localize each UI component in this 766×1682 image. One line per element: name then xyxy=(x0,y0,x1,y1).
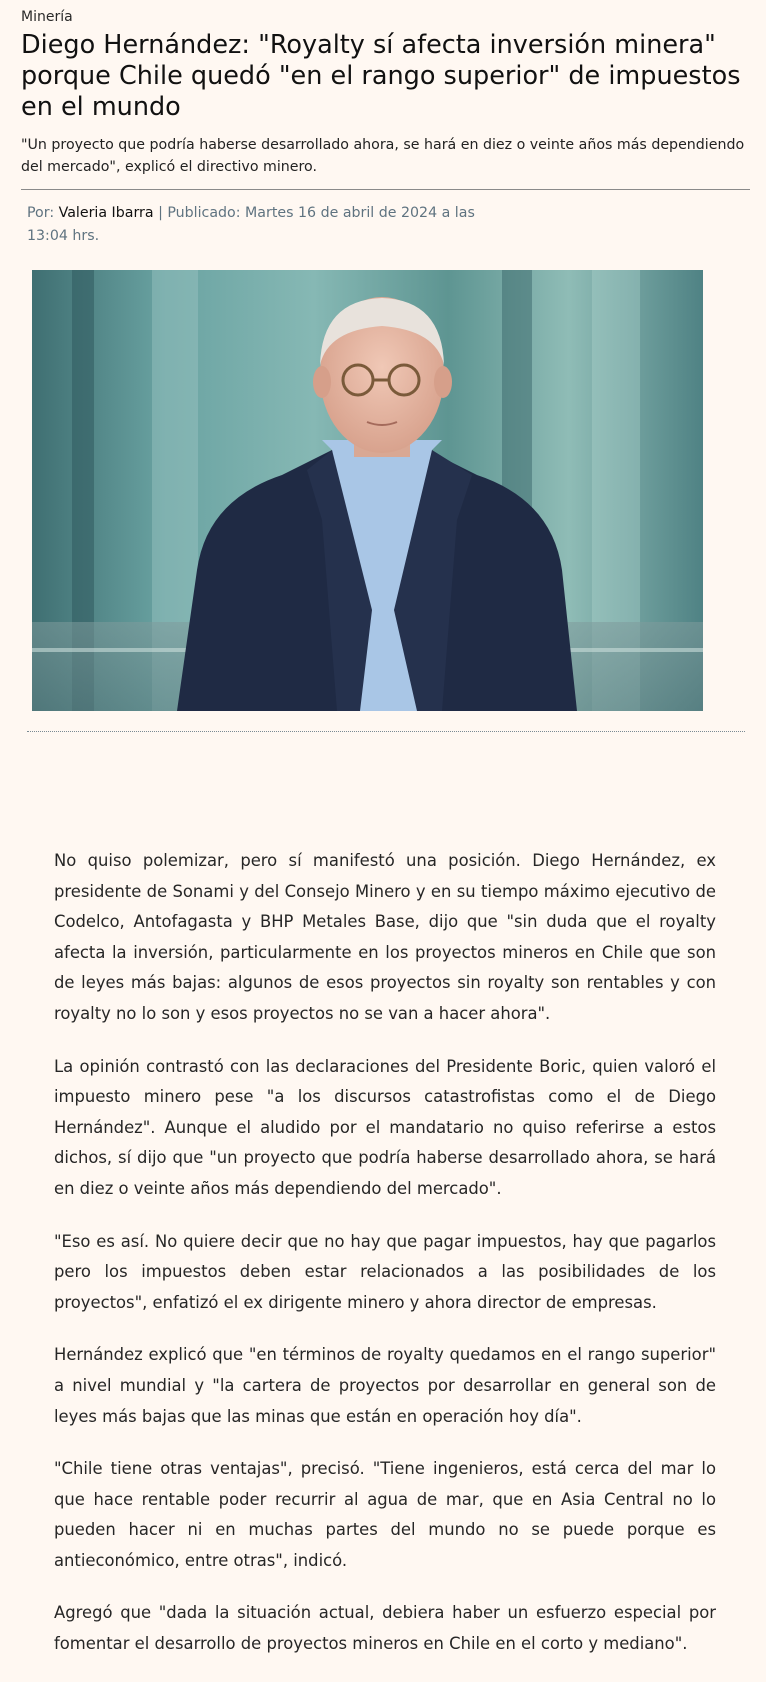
article-body xyxy=(54,846,716,1682)
article-paragraph: Agregó que "dada la situación actual, debiera haber un esfuerzo especial por fomentar el desarrollo de proyectos mineros en Chile en el corto y mediano". xyxy=(54,1603,716,1654)
photo-divider xyxy=(27,731,745,732)
byline-author[interactable]: Valeria Ibarra xyxy=(58,205,154,221)
byline xyxy=(27,202,507,248)
article-paragraph: "Chile tiene otras ventajas", precisó. "Tiene ingenieros, está cerca del mar lo que hace rentable poder recurrir al agua de mar, que en Asia Central no lo pueden hacer ni en muchas partes del mundo no se puede porque es antieconómico, entre otras", indicó. xyxy=(54,1459,716,1570)
byline-published-label: Publicado: xyxy=(167,205,241,221)
article-subtitle: "Un proyecto que podría haberse desarrollado ahora, se hará en diez o veinte años más dependiendo del mercado", explicó el directivo minero. xyxy=(21,137,745,175)
article-headline: Diego Hernández: "Royalty sí afecta inversión minera" porque Chile quedó "en el rango superior" de impuestos en el mundo xyxy=(21,30,741,122)
byline-separator: | xyxy=(153,205,168,221)
article-paragraph: "Eso es así. No quiere decir que no hay que pagar impuestos, hay que pagarlos pero los impuestos deben estar relacionados a las posibilidades de los proyectos", enfatizó el ex dirigente minero y ahora director de empresas. xyxy=(54,1231,716,1312)
article-photo xyxy=(32,270,703,711)
byline-by-label: Por: xyxy=(27,205,55,221)
byline-date: Martes 16 de abril de 2024 a las 13:04 hrs. xyxy=(27,205,475,244)
header-divider xyxy=(21,189,750,190)
article-paragraph: No quiso polemizar, pero sí manifestó una posición. Diego Hernández, ex presidente de Sonami y del Consejo Minero y en su tiempo máximo ejecutivo de Codelco, Antofagasta y BHP Metales Base, dijo que "sin duda que el royalty afecta la inversión, particularmente en los proyectos mineros en Chile que son de leyes más bajas: algunos de esos proyectos sin royalty son rentables y con royalty no lo son y esos proyectos no se van a hacer ahora". xyxy=(54,851,716,1023)
article-paragraph: Hernández explicó que "en términos de royalty quedamos en el rango superior" a nivel mundial y "la cartera de proyectos por desarrollar en general son de leyes más bajas que las minas que están en operación hoy día". xyxy=(54,1345,716,1426)
section-label[interactable]: Minería xyxy=(21,9,73,25)
article-paragraph: La opinión contrastó con las declaraciones del Presidente Boric, quien valoró el impuesto minero pese "a los discursos catastrofistas como el de Diego Hernández". Aunque el aludido por el mandatario no quiso referirse a estos dichos, sí dijo que "un proyecto que podría haberse desarrollado ahora, se hará en diez o veinte años más dependiendo del mercado". xyxy=(54,1056,716,1198)
